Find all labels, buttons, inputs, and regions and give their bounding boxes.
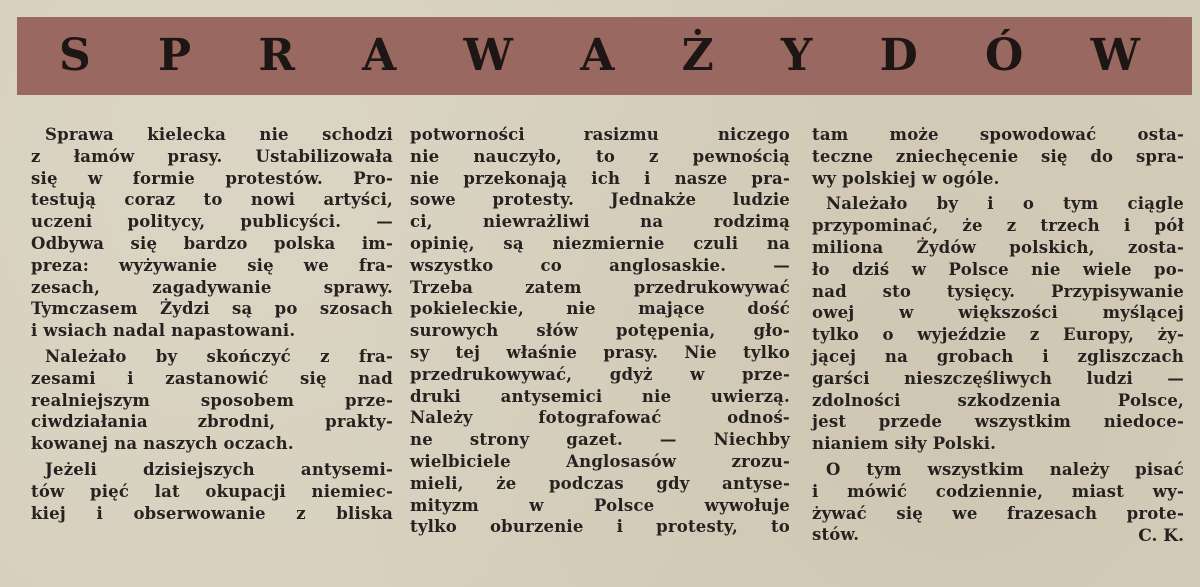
text-line: ci, niewrażliwi na rodzimą	[410, 212, 790, 232]
text-line: wy polskiej w ogóle.	[812, 168, 1000, 188]
title-letter: Y	[780, 30, 813, 81]
text-line: garści nieszczęśliwych ludzi —	[812, 368, 1184, 388]
text-line: nad sto tysięcy. Przypisywanie	[812, 281, 1184, 301]
author-signature: C. K.	[1138, 526, 1184, 547]
text-line: kowanej na naszych oczach.	[31, 434, 294, 454]
text-line: zesami i zastanowić się nad	[31, 368, 393, 388]
paragraph	[31, 459, 393, 524]
text-line: tam może spowodować osta-	[812, 125, 1184, 144]
text-line: druki antysemici nie uwierzą.	[410, 386, 790, 406]
text-line: i mówić codziennie, miast wy-	[812, 481, 1184, 501]
text-line: preza: wyżywanie się we fra-	[31, 255, 393, 275]
title-letter: A	[362, 30, 397, 81]
text-line: żywać się we frazesach prote-	[812, 503, 1184, 523]
text-line: stów.	[812, 525, 860, 545]
text-line: nie nauczyło, to z pewnością	[410, 146, 790, 166]
text-line: tylko o wyjeździe z Europy, ży-	[812, 325, 1184, 345]
text-line: opinię, są niezmiernie czuli na	[410, 233, 790, 253]
text-line: O tym wszystkim należy pisać	[826, 459, 1184, 479]
paragraph	[812, 459, 1184, 546]
title-letter: A	[580, 30, 615, 81]
text-line: tów pięć lat okupacji niemiec-	[31, 481, 393, 501]
text-line: Odbywa się bardzo polska im-	[31, 233, 393, 253]
text-line: Należało by skończyć z fra-	[45, 346, 393, 366]
text-line: mityzm w Polsce wywołuje	[410, 495, 790, 515]
text-line: uczeni politycy, publicyści. —	[31, 212, 393, 232]
title-letter: Ż	[681, 30, 714, 81]
text-line: pokieleckie, nie mające dość	[410, 299, 790, 319]
text-line: wszystko co anglosaskie. —	[410, 255, 790, 275]
text-line: potworności rasizmu niczego	[410, 125, 790, 144]
text-line: testują coraz to nowi artyści,	[31, 190, 393, 210]
column-1	[31, 124, 393, 528]
title-letter: Ó	[984, 30, 1024, 81]
text-line: nie przekonają ich i nasze pra-	[410, 168, 790, 188]
text-line: tylko oburzenie i protesty, to	[410, 517, 790, 537]
text-line: mieli, że podczas gdy antyse-	[410, 473, 790, 493]
text-line: owej w większości myślącej	[812, 303, 1184, 323]
title-letter: W	[463, 30, 513, 81]
text-line: zesach, zagadywanie sprawy.	[31, 277, 393, 297]
text-line: i wsiach nadal napastowani.	[31, 321, 296, 341]
title-letter: P	[158, 30, 192, 81]
text-line: przypominać, że z trzech i pół	[812, 216, 1184, 236]
text-line: Tymczasem Żydzi są po szosach	[31, 299, 393, 319]
paragraph	[31, 346, 393, 455]
text-line: Należało by i o tym ciągle	[826, 194, 1184, 214]
text-line: realniejszym sposobem prze-	[31, 390, 393, 410]
text-line: przedrukowywać, gdyż w prze-	[410, 364, 790, 384]
text-line: zdolności szkodzenia Polsce,	[812, 390, 1184, 410]
text-line: kiej i obserwowanie z bliska	[31, 503, 393, 523]
text-line: sowe protesty. Jednakże ludzie	[410, 190, 790, 210]
text-line: ne strony gazet. — Niechby	[410, 430, 790, 450]
text-line: ciwdziałania zbrodni, prakty-	[31, 412, 393, 432]
text-line: wielbiciele Anglosasów zrozu-	[410, 451, 790, 471]
text-line: Jeżeli dzisiejszych antysemi-	[45, 459, 393, 479]
title-letter: W	[1090, 30, 1140, 81]
title-letter: R	[258, 30, 295, 81]
paragraph	[812, 124, 1184, 189]
paragraph	[812, 193, 1184, 455]
paragraph	[31, 124, 393, 342]
text-line: jącej na grobach i zgliszczach	[812, 346, 1184, 366]
text-line: Trzeba zatem przedrukowywać	[410, 277, 790, 297]
text-line: z łamów prasy. Ustabilizowała	[31, 146, 393, 166]
text-line: miliona Żydów polskich, zosta-	[812, 237, 1184, 257]
text-line: Sprawa kielecka nie schodzi	[45, 125, 393, 144]
column-3	[812, 124, 1184, 550]
article-title-banner	[17, 17, 1192, 95]
text-line: jest przede wszystkim niedoce-	[812, 412, 1184, 432]
title-letter: D	[879, 30, 918, 81]
paragraph	[410, 124, 790, 538]
column-2	[410, 124, 790, 542]
text-line: nianiem siły Polski.	[812, 434, 997, 454]
text-line: sy tej właśnie prasy. Nie tylko	[410, 342, 790, 362]
title-letter: S	[59, 30, 91, 81]
text-line: ło dziś w Polsce nie wiele po-	[812, 259, 1184, 279]
text-line: Należy fotografować odnoś-	[410, 408, 790, 428]
text-line: się w formie protestów. Pro-	[31, 168, 393, 188]
text-line: surowych słów potępenia, gło-	[410, 321, 790, 341]
text-line: teczne zniechęcenie się do spra-	[812, 146, 1184, 166]
